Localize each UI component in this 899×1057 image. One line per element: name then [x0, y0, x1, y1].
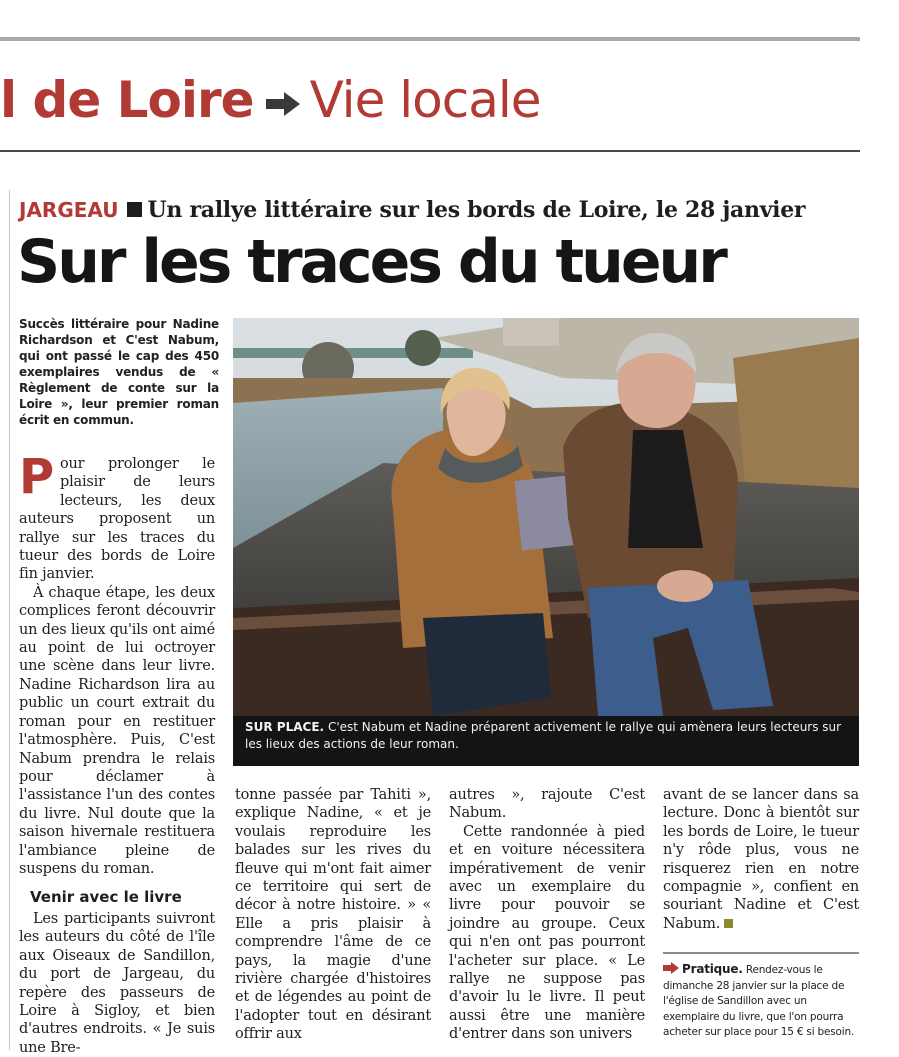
- paragraph-2: À chaque étape, les deux complices feront découvrir un des lieux qu'ils ont aimé au point de lui octroyer une scène dans leur livre. Nadine Richardson lira au public un court extrait du roman pour en restituer l'atmosphère. Puis, C'est Nabum prendra le relais pour déclamer à l'assistance l'un des contes du livre. Nul doute que la saison hivernale restituera l'ambiance pleine de suspens du roman.: [19, 584, 215, 877]
- kicker: [19, 196, 805, 224]
- black-square-icon: [127, 202, 142, 217]
- header-rule: [0, 150, 860, 152]
- right-arrow-icon: [663, 962, 679, 974]
- paragraph-1: [19, 449, 215, 584]
- article-column-1: [19, 449, 215, 878]
- caption-text: C'est Nabum et Nadine préparent activement le rallye qui amènera leurs lecteurs sur les lieux des actions de leur roman.: [245, 720, 842, 751]
- paragraph-7: [663, 786, 859, 933]
- section-title: l de Loire: [0, 71, 254, 129]
- article-lead: Succès littéraire pour Nadine Richardson et C'est Nabum, qui ont passé le cap des 450 exemplaires vendus de « Règlement de conte sur la Loire », leur premier roman écrit en commun.: [19, 317, 219, 427]
- right-arrow-icon: [264, 62, 302, 92]
- paragraph-6: Cette randonnée à pied et en voiture nécessitera impérativement de venir avec un exemplaire du livre pour pouvoir se joindre au groupe. Ceux qui n'en ont pas pourront l'acheter sur place. « Le rallye ne suppose pas d'avoir lu le livre. Il peut aussi être une manière d'entrer dans son univers: [449, 823, 645, 1043]
- section-subtitle: Vie locale: [309, 71, 541, 129]
- paragraph-3: Les participants suivront les auteurs du côté de l'île aux Oiseaux de Sandillon, du port de Jargeau, du repère des passeurs de Loire à Sigloy, et bien d'autres endroits. « Je suis une Bre-: [19, 911, 215, 1056]
- info-box: [663, 962, 859, 1041]
- subhead: Venir avec le livre: [30, 888, 182, 906]
- paragraph-1-text: our prolonger le plaisir de leurs lecteurs, les deux auteurs proposent un rallye sur les traces du tueur des bords de Loire fin janvier.: [19, 456, 215, 583]
- info-box-label: Pratique.: [682, 962, 743, 976]
- drop-cap: P: [19, 449, 54, 505]
- article-column-2: [235, 786, 431, 1044]
- article-column-4: [663, 786, 859, 933]
- kicker-place: JARGEAU: [19, 198, 119, 222]
- paragraph-5: autres », rajoute C'est Nabum.: [449, 787, 645, 822]
- article-column-3: [449, 786, 645, 1044]
- top-rule: [0, 37, 860, 41]
- kicker-text: Un rallye littéraire sur les bords de Loire, le 28 janvier: [147, 197, 806, 223]
- paragraph-4: tonne passée par Tahiti », explique Nadine, « et je voulais reproduire les balades sur les rives du fleuve qui m'ont fait aimer ce territoire qui sert de décor à notre histoire. » « Elle a pris plaisir à comprendre l'âme de ce pays, la magie d'une rivière chargée d'histoires et de légendes au point de l'adopter tout en désirant offrir aux: [235, 787, 431, 1043]
- article-photo: [233, 318, 859, 716]
- paragraph-7-text: avant de se lancer dans sa lecture. Donc à bientôt sur les bords de Loire, le tueur n'y rôde plus, vous ne risquerez rien en notre compagnie », confient en souriant Nadine et C'est Nabum.: [663, 787, 859, 932]
- info-box-text: Rendez-vous le dimanche 28 janvier sur la place de l'église de Sandillon avec un exemplaire du livre, que l'on pourra acheter sur place pour 15 € si besoin.: [663, 964, 855, 1038]
- section-header: [0, 60, 541, 140]
- info-box-rule: [663, 952, 859, 954]
- article-title: Sur les traces du tueur: [17, 227, 725, 297]
- photo-caption: [233, 716, 859, 766]
- end-square-icon: [724, 919, 733, 928]
- column-divider: [9, 190, 10, 1050]
- article-column-1-bottom: [19, 910, 215, 1057]
- caption-lead: SUR PLACE.: [245, 720, 325, 734]
